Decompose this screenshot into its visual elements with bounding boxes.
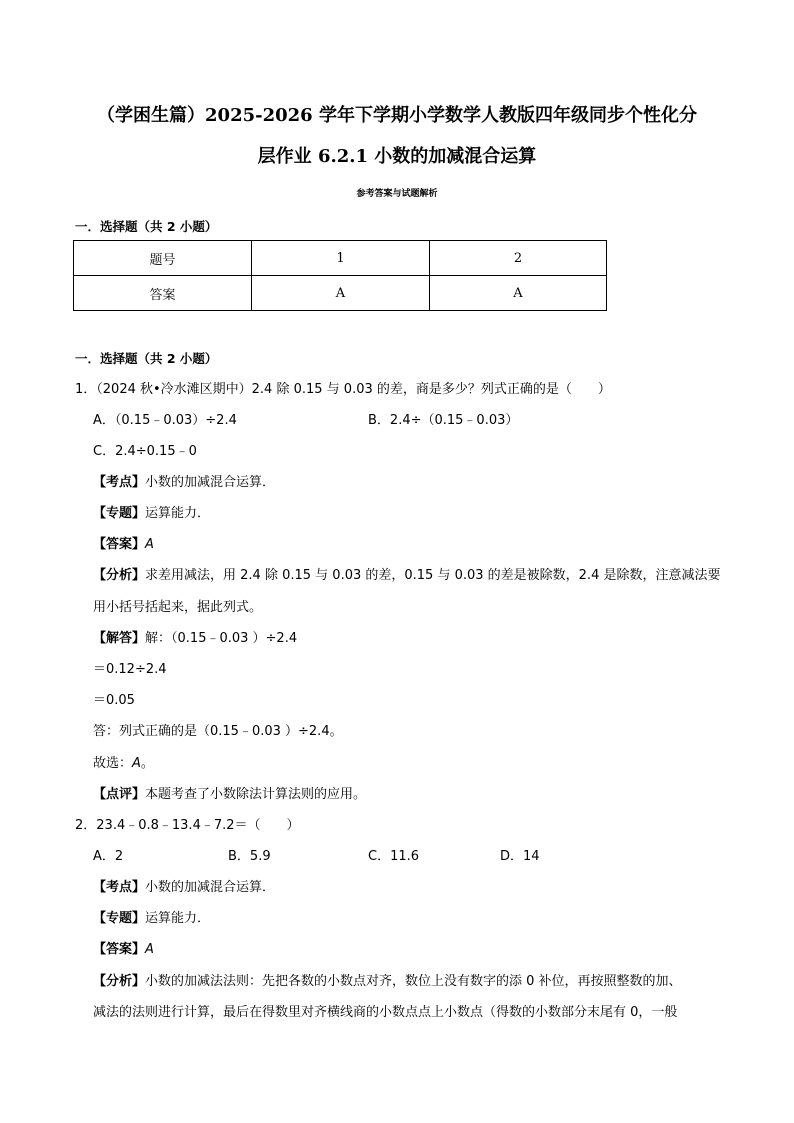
q1-choice <box>93 756 154 772</box>
daan-text: A <box>145 537 154 552</box>
summary-section-title: 一．选择题（共 2 小题） <box>75 219 218 234</box>
zhuanti-tag: 【专题】 <box>93 911 146 926</box>
q2-fenxi-line-2: 减法的法则进行计算，最后在得数里对齐横线商的小数点点上小数点（得数的小数部分末尾有 0，一般 <box>93 1005 678 1020</box>
fenxi-text: 求差用减法，用 2.4 除 0.15 与 0.03 的差，0.15 与 0.03 的差是被除数，2.4 是除数，注意减法要 <box>145 568 721 583</box>
document-title-line-2: 层作业 6.2.1 小数的加减混合运算 <box>257 146 537 167</box>
q2-option-c: C．11.6 <box>368 849 420 864</box>
kaodian-text: 小数的加减混合运算． <box>145 880 276 895</box>
q1-option-b: B．2.4÷（0.15﹣0.03） <box>368 413 519 428</box>
choice-suffix: 。 <box>140 756 154 771</box>
q1-reply: 答：列式正确的是（0.15﹣0.03 ）÷2.4。 <box>93 724 343 739</box>
q1-fenxi-line-1 <box>93 568 720 584</box>
q2-option-d: D．14 <box>500 849 540 864</box>
detail-section-title: 一．选择题（共 2 小题） <box>75 351 218 366</box>
q2-option-b: B．5.9 <box>228 849 271 864</box>
fenxi-text: 小数的加减法法则：先把各数的小数点对齐，数位上没有数字的添 0 补位，再按照整数的加、 <box>145 974 682 989</box>
table-cell: A <box>252 276 430 311</box>
table-row <box>74 276 607 311</box>
table-cell: 题号 <box>74 241 252 276</box>
daan-tag: 【答案】 <box>93 942 146 957</box>
q1-jieda <box>93 631 297 647</box>
dianping-tag: 【点评】 <box>93 787 146 802</box>
dianping-text: 本题考查了小数除法计算法则的应用。 <box>145 787 367 802</box>
daan-text: A <box>145 942 154 957</box>
q2-zhuanti <box>93 911 210 927</box>
jieda-tag: 【解答】 <box>93 631 146 646</box>
q1-dianping <box>93 787 366 803</box>
q1-stem: 1．（2024 秋•冷水滩区期中）2.4 除 0.15 与 0.03 的差，商是多少？列式正确的是（ ） <box>75 382 611 397</box>
document-subtitle: 参考答案与试题解析 <box>356 189 438 199</box>
q2-fenxi-line-1 <box>93 974 682 990</box>
table-cell: 答案 <box>74 276 252 311</box>
q1-step-1: ＝0.12÷2.4 <box>93 662 167 677</box>
table-cell: A <box>430 276 607 311</box>
q1-step-2: ＝0.05 <box>93 693 135 708</box>
table-cell: 2 <box>430 241 607 276</box>
q1-option-a: A．（0.15﹣0.03）÷2.4 <box>93 413 237 428</box>
table-row <box>74 241 607 276</box>
table-cell: 1 <box>252 241 430 276</box>
choice-prefix: 故选： <box>93 756 133 771</box>
kaodian-text: 小数的加减混合运算． <box>145 475 276 490</box>
jieda-text: 解：（0.15﹣0.03 ）÷2.4 <box>145 631 298 646</box>
kaodian-tag: 【考点】 <box>93 475 146 490</box>
q1-kaodian <box>93 475 275 491</box>
zhuanti-text: 运算能力． <box>145 506 211 521</box>
zhuanti-text: 运算能力． <box>145 911 211 926</box>
document-title-line-1: （学困生篇）2025-2026 学年下学期小学数学人教版四年级同步个性化分 <box>97 105 697 126</box>
q2-daan <box>93 942 154 958</box>
fenxi-tag: 【分析】 <box>93 974 146 989</box>
daan-tag: 【答案】 <box>93 537 146 552</box>
choice-answer: A <box>132 756 141 771</box>
q2-stem: 2．23.4﹣0.8﹣13.4﹣7.2＝（ ） <box>75 818 300 833</box>
fenxi-tag: 【分析】 <box>93 568 146 583</box>
q2-option-a: A．2 <box>93 849 124 864</box>
q1-fenxi-line-2: 用小括号括起来，据此列式。 <box>93 600 263 615</box>
q2-kaodian <box>93 880 275 896</box>
q1-zhuanti <box>93 506 210 522</box>
kaodian-tag: 【考点】 <box>93 880 146 895</box>
q1-option-c: C．2.4÷0.15﹣0 <box>93 444 197 459</box>
q1-daan <box>93 537 154 553</box>
zhuanti-tag: 【专题】 <box>93 506 146 521</box>
answer-summary-table <box>73 240 607 311</box>
